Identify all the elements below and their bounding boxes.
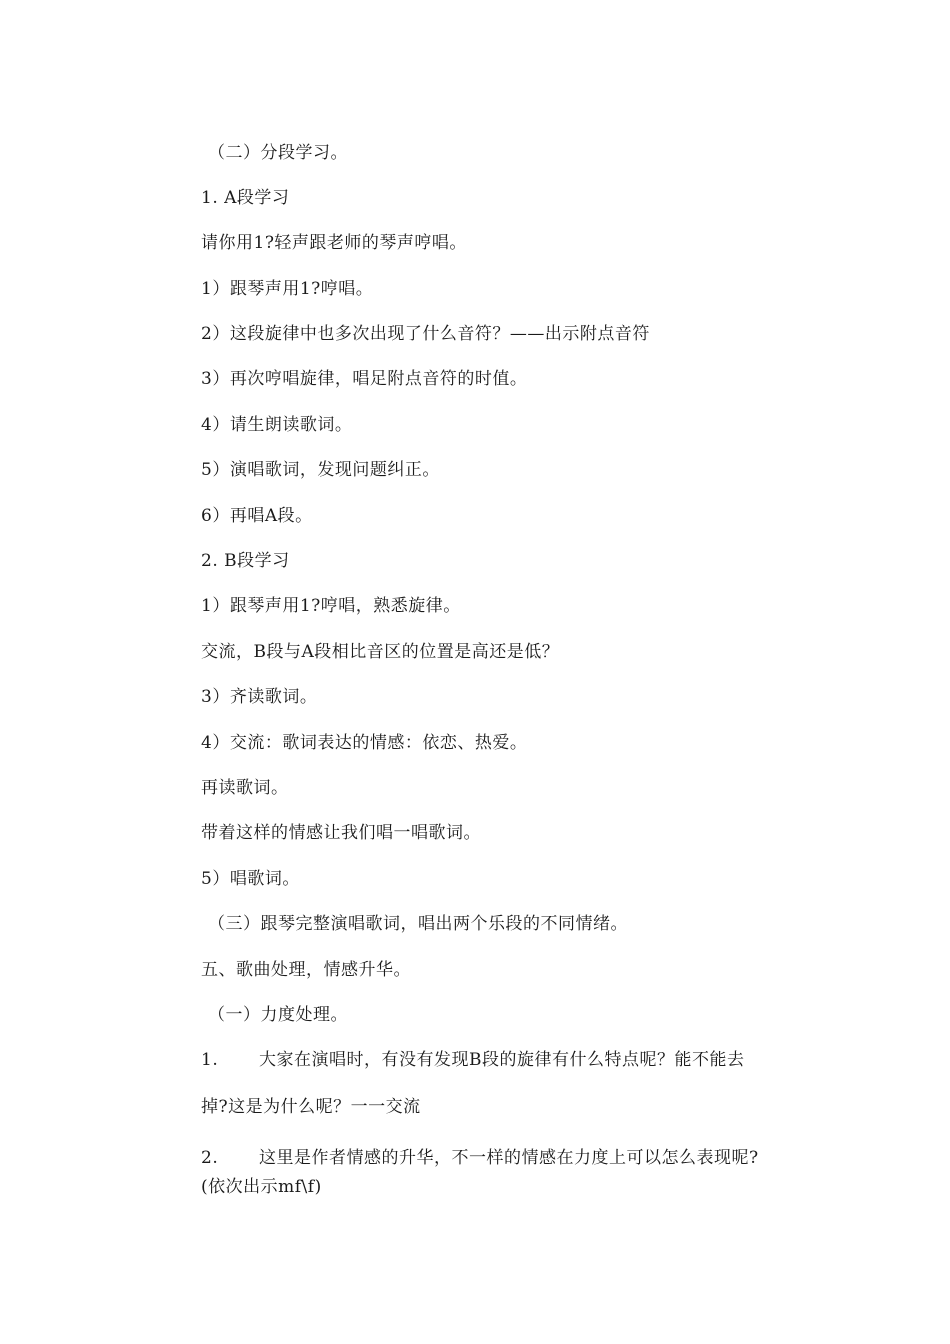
paragraph-line: 带着这样的情感让我们唱一唱歌词。 (201, 823, 481, 843)
item-text: 这里是作者情感的升华，不一样的情感在力度上可以怎么表现呢? (259, 1148, 759, 1168)
subsection-a: 1. A段学习 (201, 188, 290, 208)
list-item: 4）请生朗读歌词。 (201, 415, 353, 435)
item-continuation: 掉?这是为什么呢？一一交流 (201, 1097, 421, 1117)
list-item: 3）再次哼唱旋律，唱足附点音符的时值。 (201, 369, 528, 389)
list-item: 4）交流：歌词表达的情感：依恋、热爱。 (201, 733, 528, 753)
item-continuation: (依次出示mf\f) (201, 1177, 322, 1197)
list-item: 6）再唱A段。 (201, 506, 313, 526)
paragraph-line: 请你用1?轻声跟老师的琴声哼唱。 (201, 233, 467, 253)
list-item: 1）跟琴声用1?哼唱，熟悉旋律。 (201, 596, 461, 616)
paragraph-line: 交流，B段与A段相比音区的位置是高还是低？ (201, 642, 560, 662)
item-number: 1. (201, 1050, 219, 1070)
list-item: 2）这段旋律中也多次出现了什么音符？——出示附点音符 (201, 324, 650, 344)
paragraph-line: 再读歌词。 (201, 778, 289, 798)
section-heading-2: （二）分段学习。 (208, 143, 348, 163)
numbered-item-2 (201, 1147, 759, 1169)
item-number: 2. (201, 1148, 219, 1168)
numbered-item-1 (201, 1049, 745, 1071)
chapter-heading-5: 五、歌曲处理，情感升华。 (201, 960, 411, 980)
item-text: 大家在演唱时，有没有发现B段的旋律有什么特点呢？能不能去 (259, 1050, 745, 1070)
list-item: 5）演唱歌词，发现问题纠正。 (201, 460, 440, 480)
subsection-b: 2. B段学习 (201, 551, 290, 571)
list-item: 1）跟琴声用1?哼唱。 (201, 279, 374, 299)
list-item: 5）唱歌词。 (201, 869, 300, 889)
section-heading-1: （一）力度处理。 (208, 1005, 348, 1025)
section-heading-3: （三）跟琴完整演唱歌词，唱出两个乐段的不同情绪。 (208, 914, 628, 934)
list-item: 3）齐读歌词。 (201, 687, 318, 707)
